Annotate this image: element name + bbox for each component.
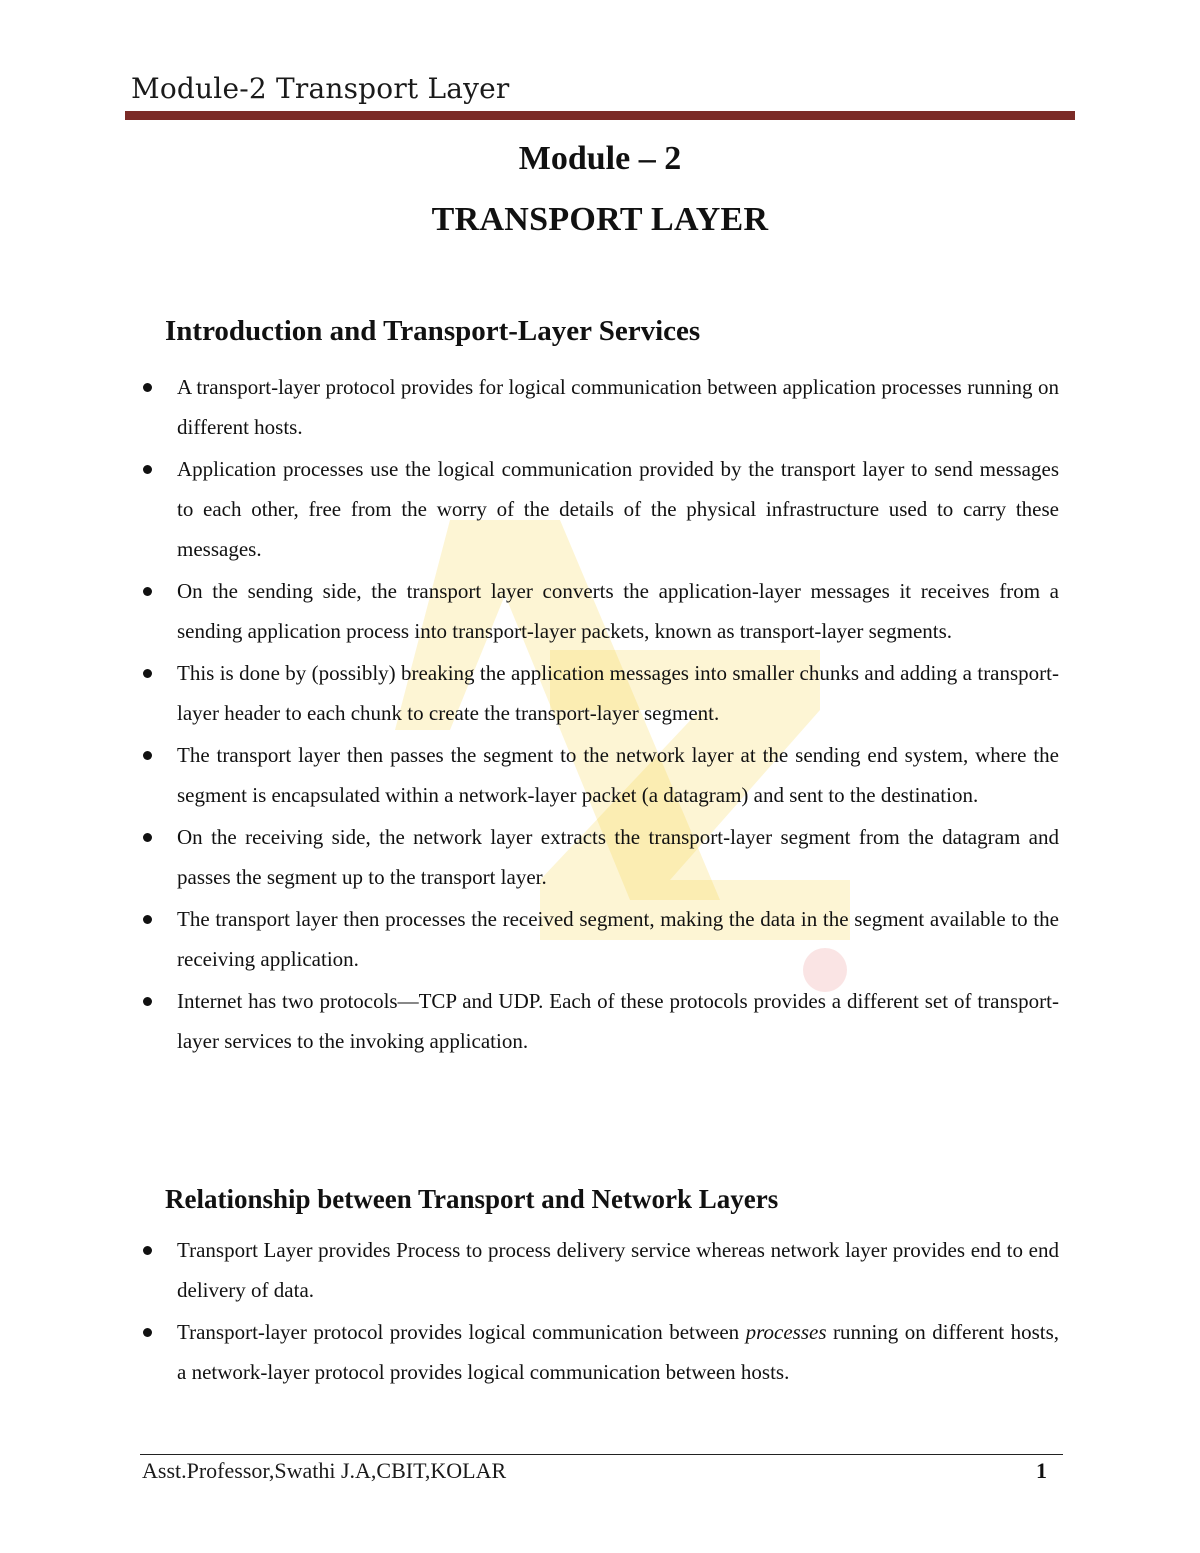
- list-item: [143, 817, 1059, 897]
- footer-author: Asst.Professor,Swathi J.A,CBIT,KOLAR: [142, 1458, 507, 1483]
- list-item-text: The transport layer then processes the received segment, making the data in the segment available to the receiving application.: [177, 907, 1059, 971]
- list-item: [143, 1312, 1059, 1392]
- list-item-text-end: running on different hosts, a network-layer protocol provides logical communication between hosts.: [177, 1320, 1059, 1384]
- list-item-text: A transport-layer protocol provides for logical communication between application processes running on different hosts.: [177, 375, 1059, 439]
- footer-rule: [140, 1454, 1063, 1455]
- list-item-text: The transport layer then passes the segment to the network layer at the sending end system, where the segment is encapsulated within a network-layer packet (a datagram) and sent to the destination.: [177, 743, 1059, 807]
- relationship-bullet-list: [143, 1230, 1059, 1394]
- bullet-dot-icon: [143, 833, 152, 842]
- list-item-text-start: Transport-layer protocol provides logical communication between: [177, 1320, 746, 1344]
- list-item: [143, 899, 1059, 979]
- list-item-text: This is done by (possibly) breaking the application messages into smaller chunks and adding a transport-layer header to each chunk to create the transport-layer segment.: [177, 661, 1059, 725]
- header-rule: [125, 111, 1075, 120]
- page-number: 1: [1036, 1458, 1047, 1483]
- module-title: TRANSPORT LAYER: [431, 201, 769, 238]
- running-header: Module-2 Transport Layer: [131, 72, 510, 105]
- bullet-dot-icon: [143, 465, 152, 474]
- bullet-dot-icon: [143, 1328, 152, 1337]
- section-heading-intro: Introduction and Transport-Layer Services: [165, 315, 701, 347]
- list-item: [143, 981, 1059, 1061]
- list-item: [143, 449, 1059, 569]
- bullet-dot-icon: [143, 587, 152, 596]
- bullet-dot-icon: [143, 751, 152, 760]
- list-item-text: Transport Layer provides Process to process delivery service whereas network layer provides end to end delivery of data.: [177, 1238, 1059, 1302]
- intro-bullet-list: [143, 367, 1059, 1063]
- section-heading-relationship: Relationship between Transport and Network Layers: [165, 1184, 779, 1214]
- bullet-dot-icon: [143, 383, 152, 392]
- list-item-text: On the sending side, the transport layer converts the application-layer messages it receives from a sending application process into transport-layer packets, known as transport-layer segments.: [177, 579, 1059, 643]
- bullet-dot-icon: [143, 669, 152, 678]
- list-item-text: On the receiving side, the network layer extracts the transport-layer segment from the datagram and passes the segment up to the transport layer.: [177, 825, 1059, 889]
- list-item: [143, 1230, 1059, 1310]
- list-item-emphasis: processes: [745, 1320, 827, 1344]
- list-item: [143, 735, 1059, 815]
- module-number: Module – 2: [518, 140, 682, 177]
- list-item: [143, 367, 1059, 447]
- list-item: [143, 653, 1059, 733]
- list-item: [143, 571, 1059, 651]
- bullet-dot-icon: [143, 1246, 152, 1255]
- list-item-text: Internet has two protocols—TCP and UDP. Each of these protocols provides a different set of transport-layer services to the invoking application.: [177, 989, 1059, 1053]
- list-item-text: Application processes use the logical communication provided by the transport layer to send messages to each other, free from the worry of the details of the physical infrastructure used to carry these messages.: [177, 457, 1059, 561]
- bullet-dot-icon: [143, 997, 152, 1006]
- bullet-dot-icon: [143, 915, 152, 924]
